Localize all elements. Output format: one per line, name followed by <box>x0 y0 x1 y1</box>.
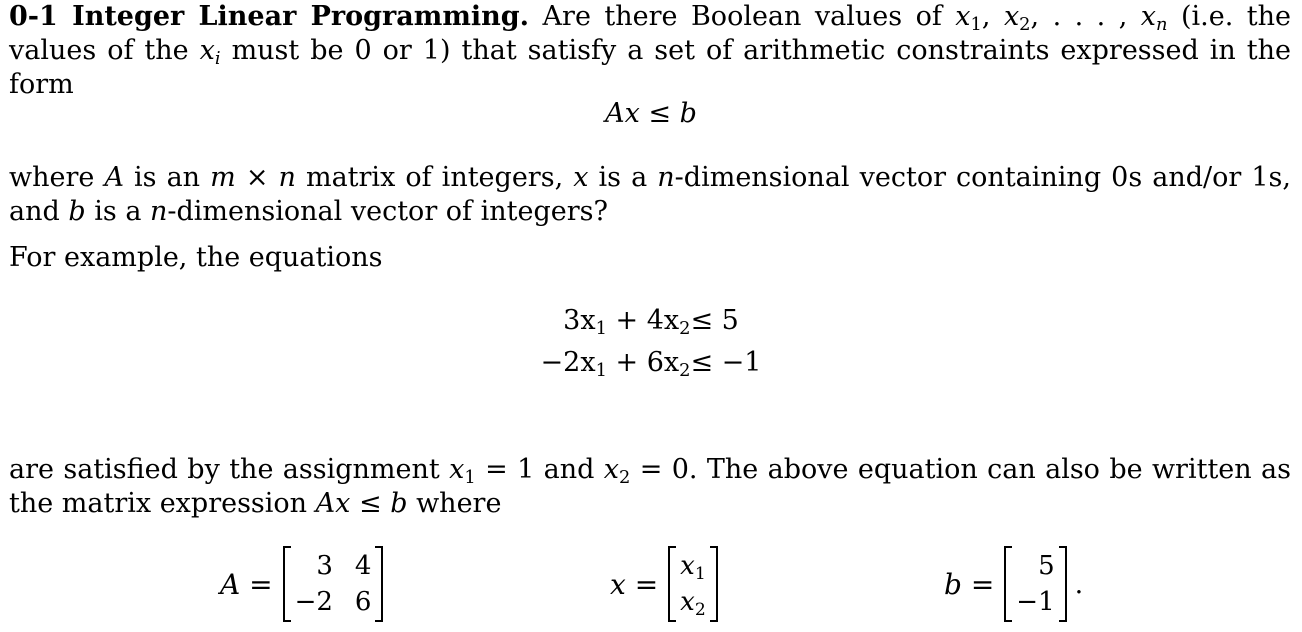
main-inequality: Ax ≤ b <box>605 98 697 129</box>
vector-x: x = $x_1$ $x_2$ <box>610 546 718 622</box>
equation-row-2: $-2x_1 + 6x_2$ ≤ −1 <box>540 347 762 381</box>
left-bracket <box>668 546 676 622</box>
paragraph-assignment: are satisfied by the assignment $x_1 = 1$ and $x_2 = 0$. The above equation can also be written as the matrix expression Ax ≤ b where <box>9 454 1291 519</box>
right-bracket <box>1059 546 1067 622</box>
problem-title: 0-1 Integer Linear Programming. <box>9 1 530 32</box>
vector-b: b = 5 −1 . <box>944 546 1083 622</box>
equation-row-1: $3x_1 + 4x_2$ ≤ 5 <box>563 305 739 339</box>
paragraph-definition: 0-1 Integer Linear Programming. Are there Boolean values of $x_1$, $x_2$, . . . , xn (i.e. the values of the xi must be 0 or 1) that satisfy a set of arithmetic constraints expressed in the form <box>9 1 1291 100</box>
left-bracket <box>1004 546 1012 622</box>
matrix-A: A = 3 4 −2 6 <box>220 546 383 622</box>
right-bracket <box>710 546 718 622</box>
left-bracket <box>283 546 291 622</box>
right-bracket <box>375 546 383 622</box>
paragraph-explanation: where A is an m × n matrix of integers, x is a n-dimensional vector containing 0s and/or 1s, and b is a n-dimensional vector of integers? <box>9 162 1291 227</box>
paragraph-example-intro: For example, the equations <box>9 242 383 273</box>
equation-system <box>0 300 1302 384</box>
